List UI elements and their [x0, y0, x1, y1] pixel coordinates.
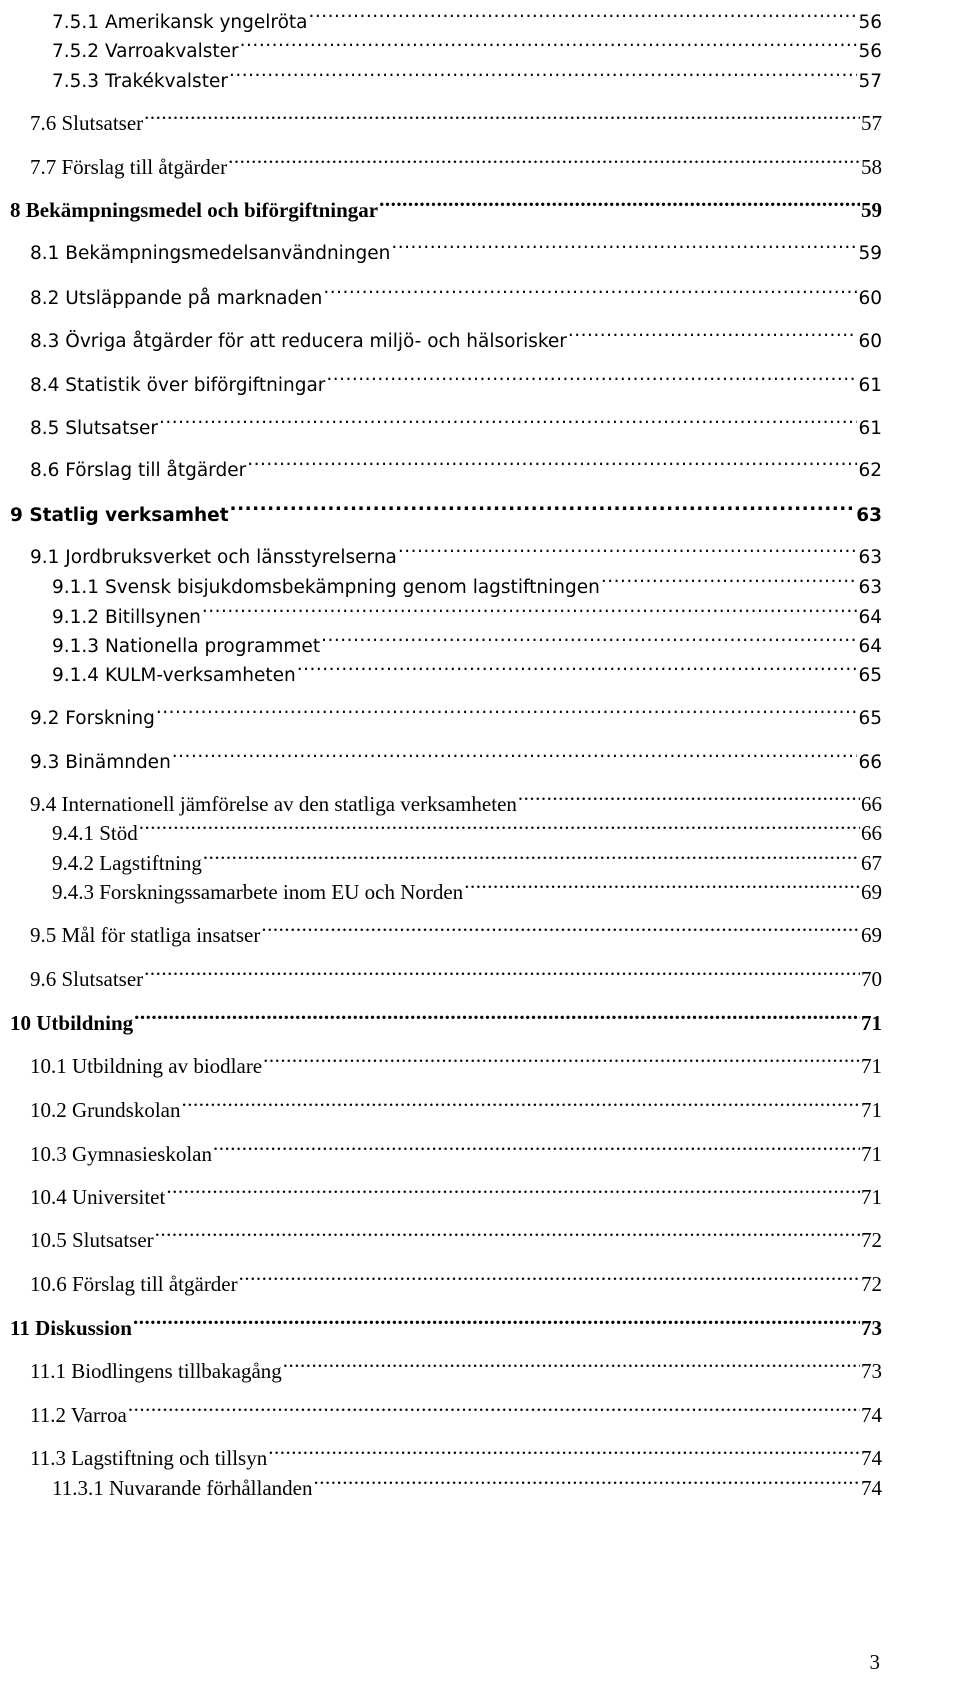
toc-entry-title: 8 Bekämpningsmedel och biförgiftningar [10, 198, 379, 222]
dot-leader [309, 0, 858, 28]
dot-leader [128, 1392, 860, 1422]
toc-entry-title: 11.3.1 Nuvarande förhållanden [52, 1476, 313, 1500]
toc-entry-page-number: 69 [861, 923, 882, 947]
toc-entry-page-number: 74 [861, 1403, 882, 1427]
toc-entry[interactable] [10, 1305, 882, 1340]
toc-entry[interactable] [52, 593, 882, 628]
toc-entry[interactable] [52, 869, 882, 904]
toc-entry-page-number: 72 [861, 1272, 882, 1296]
dot-leader [601, 563, 858, 593]
toc-entry[interactable] [30, 100, 882, 135]
toc-entry[interactable] [10, 491, 882, 526]
dot-leader [247, 446, 857, 476]
dot-leader [313, 1465, 860, 1495]
toc-entry-page-number: 74 [861, 1476, 882, 1500]
dot-leader [321, 622, 857, 652]
toc-entry-title: 9.1.1 Svensk bisjukdomsbekämpning genom lagstiftningen [52, 577, 600, 598]
dot-leader [323, 274, 857, 304]
toc-entry-title: 9 Statlig verksamhet [10, 505, 229, 526]
dot-leader [261, 912, 860, 942]
toc-entry-page-number: 71 [861, 1011, 882, 1035]
toc-entry-title: 9.1.2 Bitillsynen [52, 607, 201, 628]
toc-entry-page-number: 64 [858, 607, 882, 628]
toc-entry[interactable] [30, 956, 882, 991]
dot-leader [229, 57, 858, 87]
toc-entry-page-number: 72 [861, 1228, 882, 1252]
toc-entry[interactable] [30, 274, 882, 309]
toc-entry[interactable] [10, 1000, 882, 1035]
dot-leader [391, 229, 857, 259]
toc-entry-page-number: 66 [861, 821, 882, 845]
dot-leader [166, 1174, 860, 1204]
toc-entry-title: 7.5.1 Amerikansk yngelröta [52, 12, 308, 33]
toc-entry-title: 9.1.4 KULM-verksamheten [52, 665, 296, 686]
dot-leader [159, 404, 857, 434]
toc-entry[interactable] [30, 1131, 882, 1166]
toc-entry-title: 9.4.3 Forskningssamarbete inom EU och Norden [52, 880, 464, 904]
dot-leader [202, 593, 858, 623]
toc-entry[interactable] [30, 694, 882, 729]
toc-entry-page-number: 66 [861, 792, 882, 816]
toc-entry[interactable] [52, 0, 882, 33]
toc-entry[interactable] [30, 1043, 882, 1078]
toc-entry[interactable] [52, 57, 882, 92]
toc-entry-page-number: 61 [858, 418, 882, 439]
toc-entry-title: 10.2 Grundskolan [30, 1098, 181, 1122]
dot-leader [172, 738, 858, 768]
toc-entry-page-number: 66 [858, 752, 882, 773]
toc-entry-title: 8.4 Statistik över biförgiftningar [30, 375, 326, 396]
toc-entry[interactable] [30, 1261, 882, 1296]
dot-leader [156, 694, 858, 724]
toc-entry-page-number: 57 [858, 71, 882, 92]
toc-entry-title: 9.4.2 Lagstiftning [52, 851, 202, 875]
dot-leader [133, 1305, 860, 1335]
toc-entry-title: 8.6 Förslag till åtgärder [30, 460, 247, 481]
toc-entry-page-number: 59 [861, 198, 882, 222]
dot-leader [297, 651, 858, 681]
toc-entry-page-number: 59 [858, 243, 882, 264]
toc-entry[interactable] [30, 1435, 882, 1470]
toc-entry[interactable] [30, 1348, 882, 1383]
toc-entry-page-number: 63 [858, 547, 882, 568]
page-number: 3 [869, 1650, 880, 1674]
toc-entry[interactable] [30, 912, 882, 947]
toc-entry[interactable] [52, 622, 882, 657]
toc-entry-page-number: 73 [861, 1316, 882, 1340]
toc-entry[interactable] [30, 781, 882, 816]
toc-entry-title: 10.1 Utbildning av biodlare [30, 1054, 263, 1078]
dot-leader [240, 27, 858, 57]
toc-entry-page-number: 69 [861, 880, 882, 904]
dot-leader [203, 840, 860, 870]
toc-entry-page-number: 65 [858, 708, 882, 729]
toc-entry-page-number: 61 [858, 375, 882, 396]
toc-entry-title: 8.1 Bekämpningsmedelsanvändningen [30, 243, 391, 264]
toc-entry-title: 11.2 Varroa [30, 1403, 127, 1427]
toc-entry[interactable] [52, 810, 882, 845]
toc-entry-title: 9.4 Internationell jämförelse av den statliga verksamheten [30, 792, 517, 816]
toc-entry-title: 7.5.2 Varroakvalster [52, 41, 239, 62]
toc-entry-title: 9.1 Jordbruksverket och länsstyrelserna [30, 547, 397, 568]
toc-entry[interactable] [10, 187, 882, 222]
toc-entry[interactable] [30, 317, 882, 352]
toc-entry-page-number: 64 [858, 636, 882, 657]
toc-entry[interactable] [52, 840, 882, 875]
toc-entry-title: 9.3 Binämnden [30, 752, 171, 773]
toc-entry-page-number: 74 [861, 1446, 882, 1470]
toc-entry-page-number: 63 [858, 577, 882, 598]
dot-leader [379, 187, 860, 217]
toc-entry-title: 8.5 Slutsatser [30, 418, 159, 439]
toc-entry[interactable] [30, 1174, 882, 1209]
dot-leader [568, 317, 858, 347]
toc-entry-title: 9.4.1 Stöd [52, 821, 138, 845]
toc-entry[interactable] [30, 446, 882, 481]
toc-entry-title: 10 Utbildning [10, 1011, 134, 1035]
toc-entry-title: 11 Diskussion [10, 1316, 132, 1340]
toc-entry[interactable] [30, 361, 882, 396]
dot-leader [144, 956, 860, 986]
toc-entry-title: 8.2 Utsläppande på marknaden [30, 288, 323, 309]
toc-entry-page-number: 62 [858, 460, 882, 481]
toc-entry[interactable] [52, 651, 882, 686]
toc-entry-page-number: 71 [861, 1142, 882, 1166]
dot-leader [144, 100, 860, 130]
toc-entry-page-number: 71 [861, 1054, 882, 1078]
dot-leader [182, 1087, 861, 1117]
toc-entry[interactable] [30, 738, 882, 773]
toc-entry-page-number: 65 [858, 665, 882, 686]
toc-entry-title: 7.7 Förslag till åtgärder [30, 155, 228, 179]
toc-entry-page-number: 60 [858, 331, 882, 352]
toc-entry[interactable] [52, 1465, 882, 1500]
dot-leader [283, 1348, 860, 1378]
dot-leader [213, 1131, 860, 1161]
dot-leader [139, 810, 860, 840]
toc-entry-title: 7.5.3 Trakékvalster [52, 71, 228, 92]
dot-leader [239, 1261, 860, 1291]
toc-entry-title: 10.6 Förslag till åtgärder [30, 1272, 238, 1296]
toc-entry[interactable] [30, 1392, 882, 1427]
toc-entry-title: 9.1.3 Nationella programmet [52, 636, 321, 657]
toc-entry-page-number: 71 [861, 1185, 882, 1209]
toc-entry[interactable] [30, 404, 882, 439]
dot-leader [398, 533, 858, 563]
toc-entry-page-number: 58 [861, 155, 882, 179]
dot-leader [326, 361, 857, 391]
toc-entry-title: 7.6 Slutsatser [30, 111, 144, 135]
toc-entry-title: 10.4 Universitet [30, 1185, 166, 1209]
toc-entry-page-number: 73 [861, 1359, 882, 1383]
dot-leader [134, 1000, 860, 1030]
toc-entry[interactable] [52, 563, 882, 598]
toc-entry-title: 8.3 Övriga åtgärder för att reducera miljö- och hälsorisker [30, 331, 567, 352]
toc-entry-title: 11.1 Biodlingens tillbakagång [30, 1359, 282, 1383]
toc-entry-page-number: 60 [858, 288, 882, 309]
toc-entry-title: 9.5 Mål för statliga insatser [30, 923, 261, 947]
toc-entry-title: 9.6 Slutsatser [30, 967, 144, 991]
toc-entry-page-number: 56 [858, 41, 882, 62]
dot-leader [268, 1435, 860, 1465]
toc-entry[interactable] [30, 144, 882, 179]
toc-entry[interactable] [30, 1087, 882, 1122]
toc-entry-title: 10.5 Slutsatser [30, 1228, 154, 1252]
toc-entry-page-number: 67 [861, 851, 882, 875]
toc-entry-title: 9.2 Forskning [30, 708, 155, 729]
dot-leader [230, 491, 856, 521]
dot-leader [228, 144, 860, 174]
toc-entry-page-number: 63 [856, 505, 882, 526]
toc-entry[interactable] [30, 533, 882, 568]
toc-entry-page-number: 71 [861, 1098, 882, 1122]
toc-entry-title: 10.3 Gymnasieskolan [30, 1142, 212, 1166]
toc-entry[interactable] [52, 27, 882, 62]
toc-entry[interactable] [30, 229, 882, 264]
dot-leader [263, 1043, 860, 1073]
toc-entry-page-number: 56 [858, 12, 882, 33]
dot-leader [518, 781, 860, 811]
dot-leader [155, 1217, 860, 1247]
toc-entry-page-number: 57 [861, 111, 882, 135]
toc-entry-title: 11.3 Lagstiftning och tillsyn [30, 1446, 268, 1470]
toc-entry-page-number: 70 [861, 967, 882, 991]
dot-leader [464, 869, 860, 899]
toc-entry[interactable] [30, 1217, 882, 1252]
